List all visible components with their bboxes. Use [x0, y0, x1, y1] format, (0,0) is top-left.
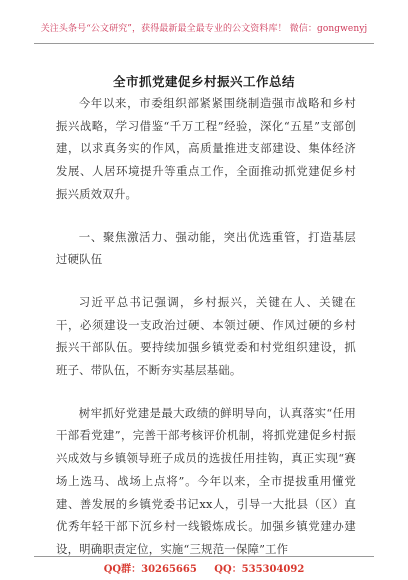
header-divider — [34, 43, 374, 44]
promo-header: 关注头条号“公文研究”，获得最新最全最专业的公文资料库！ 微信：gongwenyj — [40, 24, 368, 34]
document-title: 全市抓党建促乡村振兴工作总结 — [112, 74, 295, 89]
section-heading-1: 一、聚焦激活力、强动能，突出优选重管，打造基层过硬队伍 — [56, 229, 356, 267]
qq-group-text: QQ群：30265665 — [103, 564, 197, 575]
paragraph-intro: 今年以来，市委组织部紧紧围绕制造强市战略和乡村振兴战略，学习借鉴“千万工程”经验，深化“五星”支部创建，以求真务实的作风，高质量推进支部建设、集体经济发展、人居环境提升等重点工作，全面推动抓党建促乡村振兴质效双升。 — [56, 96, 356, 201]
paragraph-quote: 习近平总书记强调，乡村振兴，关键在人、关键在干，必须建设一支政治过硬、本领过硬、作风过硬的乡村振兴干部队伍。要持续加强乡镇党委和村党组织建设，抓班子、带队伍，不断夯实基层基础。 — [56, 294, 356, 378]
contact-footer — [34, 560, 374, 575]
document-body — [56, 90, 356, 561]
paragraph-details: 树牢抓好党建是最大政绩的鲜明导向，认真落实“任用干部看党建”，完善干部考核评价机制，将抓党建促乡村振兴成效与乡镇领导班子成员的选拔任用挂钩，真正实现“赛场上选马、战场上点将”。今年以来，全市提拔重用懂党建、善发展的乡镇党委书记xx人，引导一大批县（区）直优秀年轻干部下沉乡村一线锻炼成长。加强乡镇党建办建设，明确职责定位，实施“三规范一保障”工作 — [56, 405, 356, 556]
footer-divider — [34, 556, 374, 557]
qq-number-text: QQ：535304092 — [214, 564, 305, 575]
